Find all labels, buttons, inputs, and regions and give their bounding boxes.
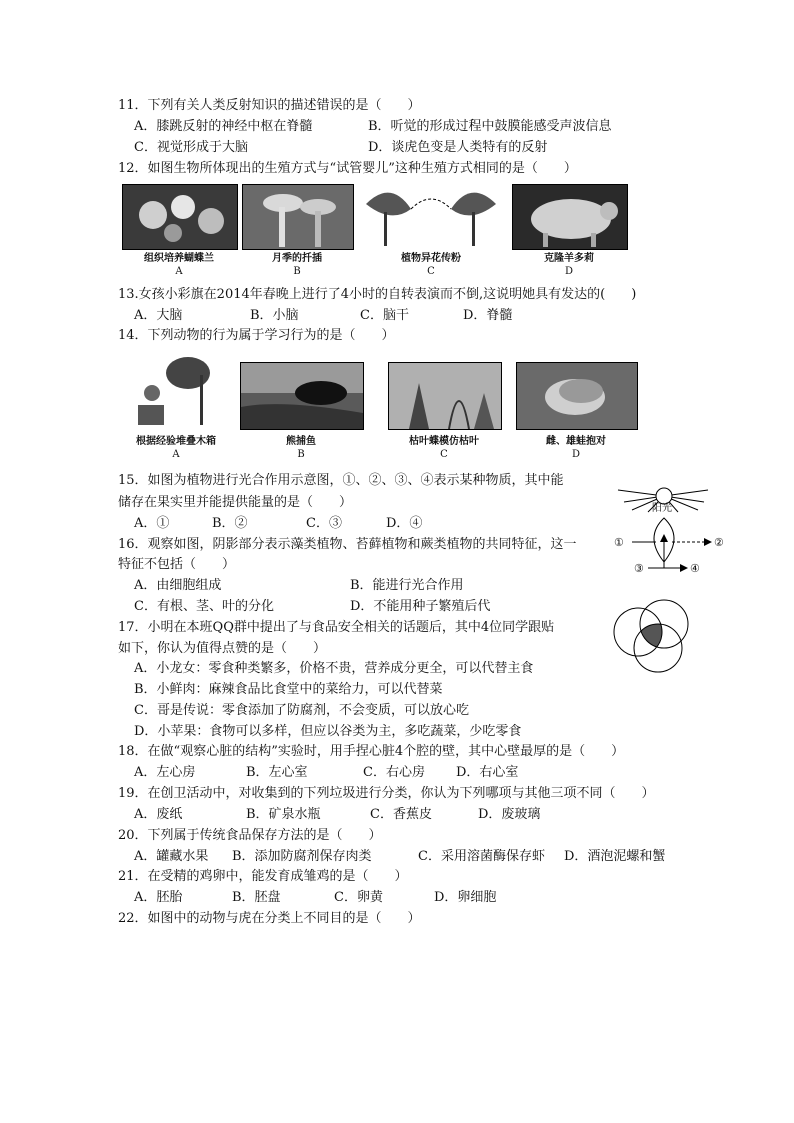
q21-option-d: D．卵细胞 <box>434 890 497 905</box>
q13-option-c: C．脑干 <box>360 308 409 323</box>
q20-stem: 20．下列属于传统食品保存方法的是（ ） <box>118 828 382 843</box>
q12-label-c: C <box>427 266 435 277</box>
q16-stem-line1: 16．观察如图，阴影部分表示藻类植物、苔藓植物和蕨类植物的共同特征，这一 <box>118 537 577 552</box>
q20-option-a: A．罐藏水果 <box>134 849 209 864</box>
q15-option-c: C．③ <box>306 516 342 531</box>
q16-stem-line2: 特征不包括（ ） <box>118 557 236 572</box>
q14-image-a <box>118 355 234 427</box>
diagram-label-3: ③ <box>634 562 644 575</box>
q21-option-c: C．卵黄 <box>334 890 383 905</box>
q15-option-a: A．① <box>134 516 170 531</box>
q12-label-b: B <box>293 266 301 277</box>
q16-option-b: B．能进行光合作用 <box>350 578 464 593</box>
q14-stem: 14．下列动物的行为属于学习行为的是（ ） <box>118 328 395 343</box>
q14-caption-d: 雌、雄蛙抱对 <box>546 436 606 447</box>
q15-stem-line2: 储存在果实里并能提供能量的是（ ） <box>118 495 353 510</box>
q21-option-a: A．胚胎 <box>134 890 183 905</box>
diagram-label-1: ① <box>614 536 624 549</box>
q12-label-d: D <box>564 266 574 277</box>
q17-option-b: B．小鲜肉：麻辣食品比食堂中的菜给力，可以代替菜 <box>134 682 443 697</box>
q13-option-d: D．脊髓 <box>463 308 513 323</box>
q17-option-d: D．小苹果：食物可以多样，但应以谷类为主，多吃蔬菜，少吃零食 <box>134 724 522 739</box>
q14-label-b: B <box>297 449 305 460</box>
q21-stem: 21．在受精的鸡卵中，能发育成雏鸡的是（ ） <box>118 869 408 884</box>
q18-option-d: D．右心室 <box>456 765 519 780</box>
q17-stem-line1: 17．小明在本班QQ群中提出了与食品安全相关的话题后，其中4位同学跟贴 <box>118 620 555 635</box>
q17-stem-line2: 如下，你认为值得点赞的是（ ） <box>118 641 327 656</box>
q20-option-c: C．采用溶菌酶保存虾 <box>418 849 545 864</box>
q19-option-a: A．废纸 <box>134 807 183 822</box>
q16-option-d: D．不能用种子繁殖后代 <box>350 599 491 614</box>
q19-option-b: B．矿泉水瓶 <box>246 807 321 822</box>
q12-caption-b: 月季的扦插 <box>272 253 322 264</box>
q14-label-d: D <box>571 449 581 460</box>
q12-stem: 12．如图生物所体现出的生殖方式与“试管婴儿”这种生殖方式相同的是（ ） <box>118 161 577 176</box>
q21-option-b: B．胚盘 <box>232 890 281 905</box>
q13-option-b: B．小脑 <box>250 308 299 323</box>
q17-option-c: C．哥是传说：零食添加了防腐剂，不会变质，可以放心吃 <box>134 703 469 718</box>
q18-stem: 18．在做“观察心脏的结构”实验时，用手捏心脏4个腔的壁，其中心壁最厚的是（ ） <box>118 744 625 759</box>
q11-option-b: B．听觉的形成过程中鼓膜能感受声波信息 <box>368 119 612 134</box>
venn-diagram <box>606 598 700 678</box>
q14-caption-a: 根据经验堆叠木箱 <box>136 436 216 447</box>
q14-image-c <box>388 362 502 430</box>
q11-option-a: A．膝跳反射的神经中枢在脊髓 <box>134 119 313 134</box>
q18-option-a: A．左心房 <box>134 765 196 780</box>
q11-option-c: C．视觉形成于大脑 <box>134 140 248 155</box>
q16-option-a: A．由细胞组成 <box>134 578 222 593</box>
q12-caption-c: 植物异花传粉 <box>401 253 461 264</box>
q12-image-b <box>242 184 354 250</box>
q14-label-c: C <box>440 449 448 460</box>
q12-image-c <box>356 184 506 248</box>
q14-caption-c: 枯叶蝶模仿枯叶 <box>409 436 479 447</box>
q12-label-a: A <box>175 266 183 277</box>
diagram-label-4: ④ <box>690 562 700 575</box>
diagram-sun-label: 阳光 <box>652 503 672 514</box>
q13-option-a: A．大脑 <box>134 308 183 323</box>
q14-label-a: A <box>172 449 180 460</box>
q14-caption-b: 熊捕鱼 <box>286 436 316 447</box>
q13-stem: 13.女孩小彩旗在2014年春晚上进行了4小时的自转表演而不倒,这说明她具有发达的( ) <box>118 287 637 302</box>
q18-option-b: B．左心室 <box>246 765 308 780</box>
q22-stem: 22．如图中的动物与虎在分类上不同目的是（ ） <box>118 911 421 926</box>
q19-option-d: D．废玻璃 <box>478 807 541 822</box>
q11-stem: 11．下列有关人类反射知识的描述错误的是（ ） <box>118 98 421 113</box>
q15-stem-line1: 15．如图为植物进行光合作用示意图，①、②、③、④表示某种物质，其中能 <box>118 473 564 488</box>
q12-caption-d: 克隆羊多莉 <box>544 253 594 264</box>
q20-option-b: B．添加防腐剂保存肉类 <box>232 849 372 864</box>
q11-option-d: D．谈虎色变是人类特有的反射 <box>368 140 548 155</box>
q15-option-d: D．④ <box>386 516 423 531</box>
q14-image-b <box>240 362 364 430</box>
q16-option-c: C．有根、茎、叶的分化 <box>134 599 274 614</box>
q14-image-d <box>516 362 638 430</box>
q12-image-a <box>122 184 238 250</box>
q12-image-d <box>512 184 628 250</box>
q19-stem: 19．在创卫活动中，对收集到的下列垃圾进行分类，你认为下列哪项与其他三项不同（ ） <box>118 786 655 801</box>
q17-option-a: A．小龙女：零食种类繁多，价格不贵，营养成分更全，可以代替主食 <box>134 661 534 676</box>
q19-option-c: C．香蕉皮 <box>370 807 432 822</box>
q20-option-d: D．酒泡泥螺和蟹 <box>564 849 666 864</box>
q15-option-b: B．② <box>212 516 248 531</box>
q18-option-c: C．右心房 <box>363 765 425 780</box>
photosynthesis-diagram <box>608 482 726 582</box>
diagram-label-2: ② <box>714 536 724 549</box>
q12-caption-a: 组织培养蝴蝶兰 <box>144 253 214 264</box>
